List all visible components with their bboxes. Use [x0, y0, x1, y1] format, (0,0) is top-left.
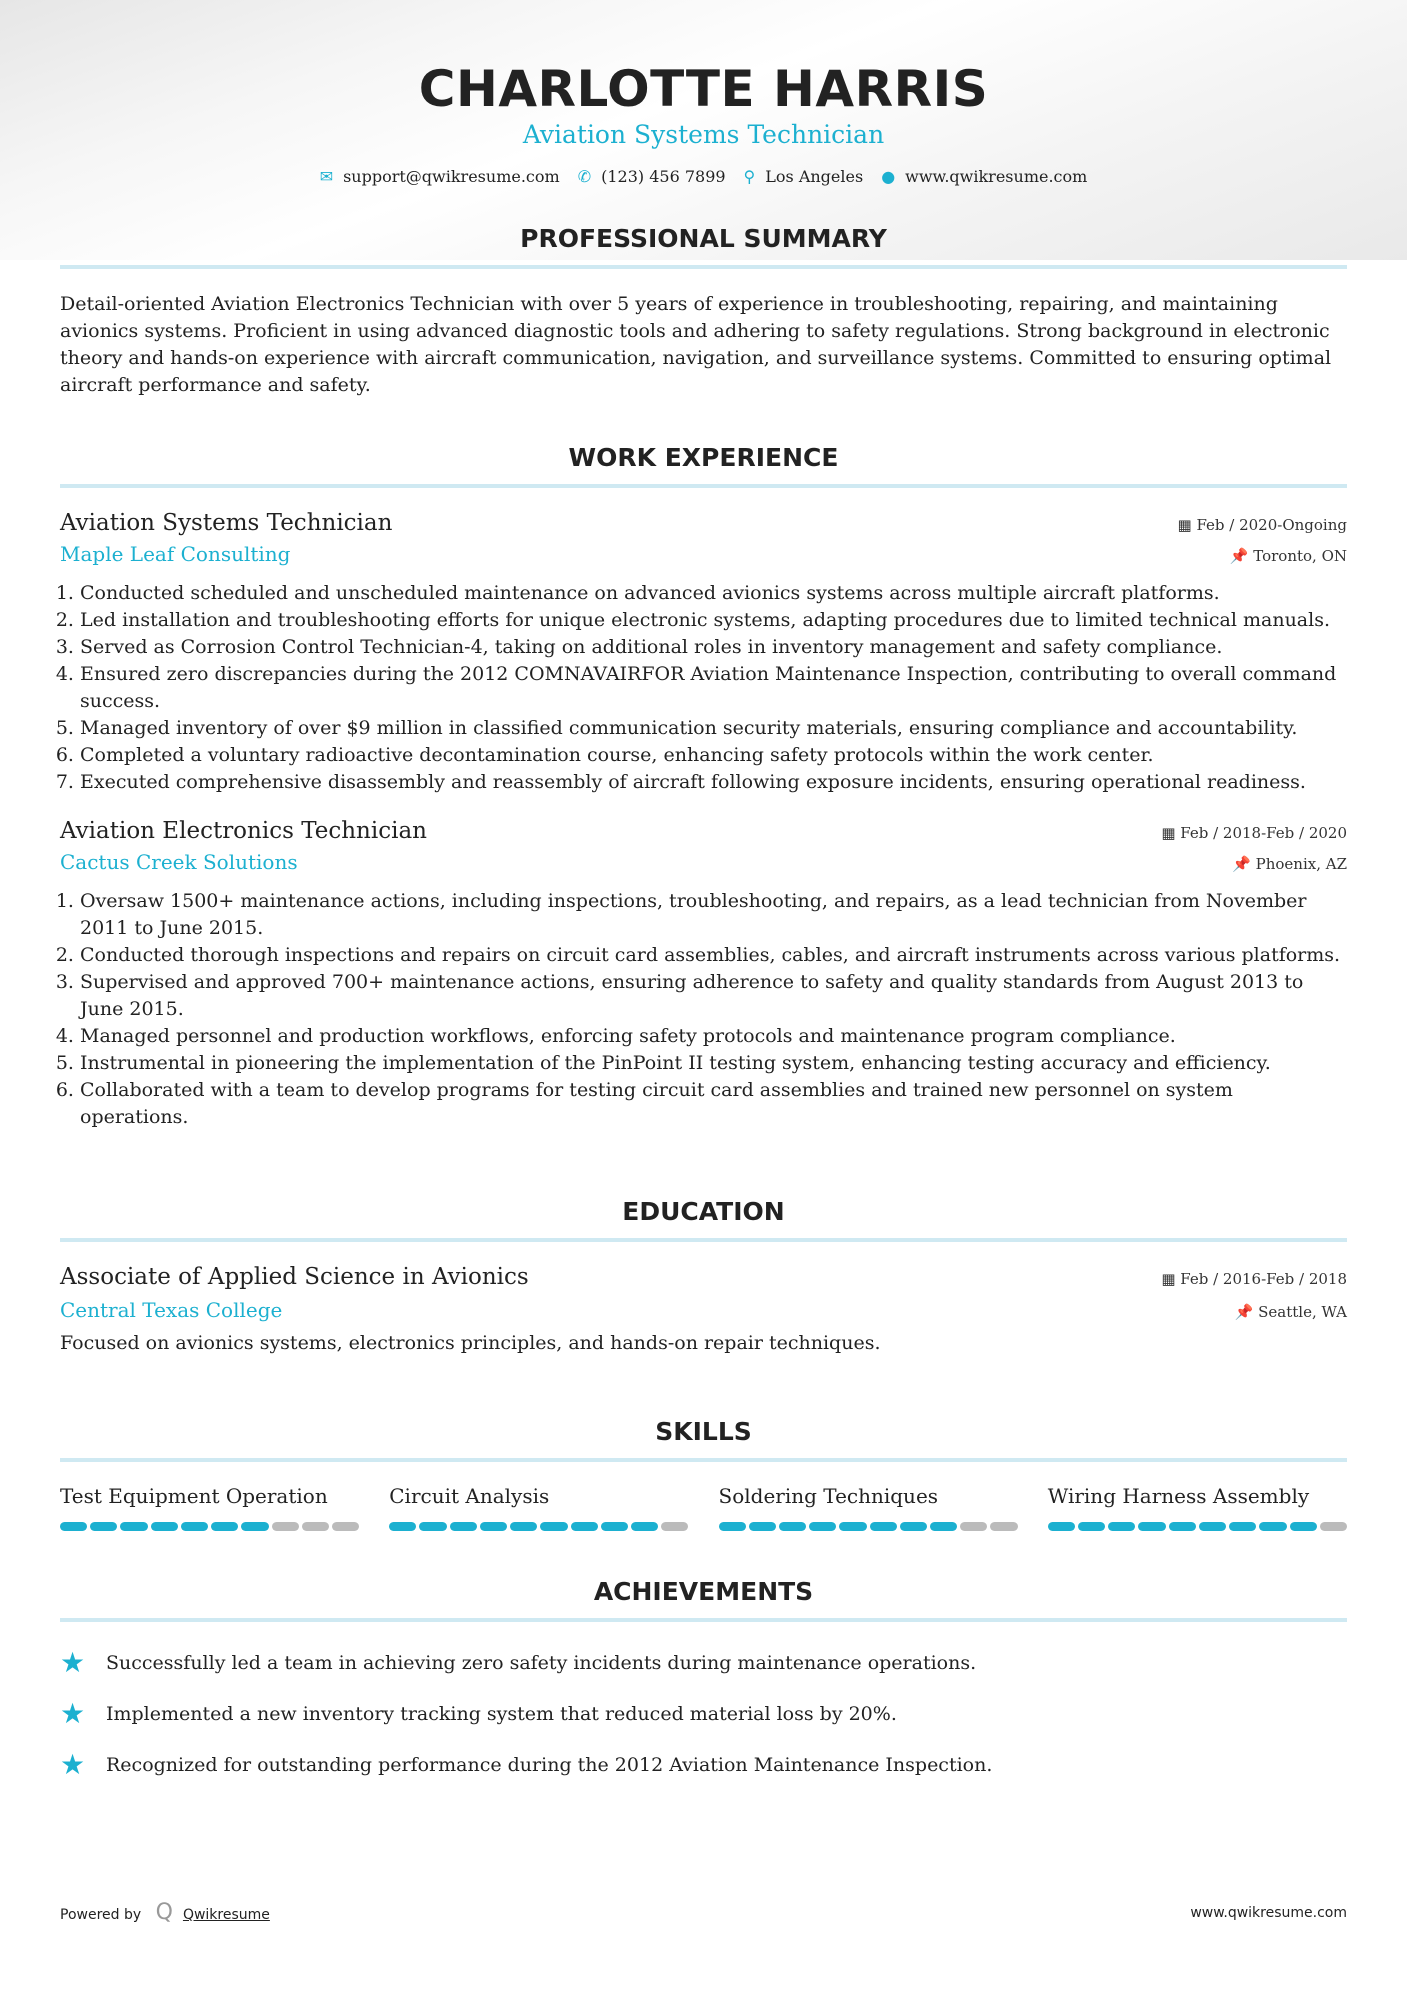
- job-bullet: 2. Led installation and troubleshooting efforts for unique electronic systems, adapting procedures due to limited technical manuals.: [80, 607, 1347, 634]
- powered-by: Powered by: [60, 1907, 142, 1923]
- skill-level-segment: [181, 1522, 208, 1531]
- section-heading-work: WORK EXPERIENCE: [60, 443, 1347, 488]
- skill-level-segment: [120, 1522, 147, 1531]
- location: Los Angeles: [765, 167, 864, 186]
- job-bullet: 7. Executed comprehensive disassembly and reassembly of aircraft following exposure incidents, ensuring operational readiness.: [80, 769, 1347, 796]
- job-bullet: 6. Collaborated with a team to develop programs for testing circuit card assemblies and trained new personnel on system operations.: [80, 1077, 1347, 1131]
- job-bullet: 4. Ensured zero discrepancies during the 2012 COMNAVAIRFOR Aviation Maintenance Inspection, contributing to overall command success.: [80, 661, 1347, 715]
- brand-link[interactable]: Qwikresume: [182, 1907, 270, 1923]
- job-date: Feb / 2018-Feb / 2020: [1180, 824, 1347, 842]
- skill-bar: [719, 1522, 1018, 1531]
- globe-icon: ●: [881, 167, 896, 186]
- achievement-item: [60, 1646, 1347, 1679]
- skill-level-segment: [1169, 1522, 1196, 1531]
- skill-bar: [1048, 1522, 1347, 1531]
- skill-name: Wiring Harness Assembly: [1047, 1484, 1310, 1508]
- skill-level-segment: [1078, 1522, 1105, 1531]
- achievement-text: Successfully led a team in achieving zero safety incidents during maintenance operations.: [106, 1651, 977, 1674]
- job-location: Toronto, ON: [1253, 547, 1347, 565]
- section-heading-summary: PROFESSIONAL SUMMARY: [60, 224, 1347, 269]
- candidate-name: CHARLOTTE HARRIS: [418, 60, 989, 118]
- skill-name: Test Equipment Operation: [60, 1484, 328, 1508]
- skill-level-segment: [990, 1522, 1017, 1531]
- skill-level-segment: [719, 1522, 746, 1531]
- skill-level-segment: [1199, 1522, 1226, 1531]
- job-position: Aviation Systems Technician: [60, 510, 393, 536]
- skill-name: Circuit Analysis: [389, 1484, 550, 1508]
- skill-level-segment: [1290, 1522, 1317, 1531]
- job-bullet: 3. Served as Corrosion Control Technician-4, taking on additional roles in inventory management and safety compliance.: [80, 634, 1347, 661]
- skill-bar: [60, 1522, 359, 1531]
- phone-icon: ✆: [577, 167, 592, 186]
- skill-name: Soldering Techniques: [718, 1484, 939, 1508]
- job-bullet: 5. Managed inventory of over $9 million in classified communication security materials, ensuring compliance and accountability.: [80, 715, 1347, 742]
- job-bullet: 6. Completed a voluntary radioactive decontamination course, enhancing safety protocols within the work center.: [80, 742, 1347, 769]
- skill-level-segment: [900, 1522, 927, 1531]
- company: Maple Leaf Consulting: [60, 542, 291, 566]
- job-bullet: 5. Instrumental in pioneering the implementation of the PinPoint II testing system, enhancing testing accuracy and efficiency.: [80, 1050, 1347, 1077]
- skill-level-segment: [211, 1522, 238, 1531]
- skill-level-segment: [1108, 1522, 1135, 1531]
- qwikresume-logo-icon: Q: [155, 1900, 173, 1925]
- skill-level-segment: [1138, 1522, 1165, 1531]
- job-entry: [60, 818, 1347, 1131]
- job-location: Phoenix, AZ: [1255, 855, 1347, 873]
- job-bullet: 2. Conducted thorough inspections and repairs on circuit card assemblies, cables, and aircraft instruments across various platforms.: [80, 942, 1347, 969]
- skill-bar: [389, 1522, 688, 1531]
- skill-level-segment: [272, 1522, 299, 1531]
- education-entry: [60, 1264, 1347, 1357]
- job-entry: [60, 510, 1347, 796]
- skill-level-segment: [332, 1522, 359, 1531]
- job-bullet: 4. Managed personnel and production workflows, enforcing safety protocols and maintenance program compliance.: [80, 1023, 1347, 1050]
- skill-level-segment: [450, 1522, 477, 1531]
- skill-level-segment: [779, 1522, 806, 1531]
- pin-icon: 📌: [1232, 855, 1256, 873]
- skill-level-segment: [1229, 1522, 1256, 1531]
- achievement-item: [60, 1697, 1347, 1730]
- skill-level-segment: [241, 1522, 268, 1531]
- skill-level-segment: [1320, 1522, 1347, 1531]
- skill-item: [60, 1484, 359, 1531]
- skill-level-segment: [480, 1522, 507, 1531]
- skill-level-segment: [839, 1522, 866, 1531]
- skill-level-segment: [870, 1522, 897, 1531]
- skill-level-segment: [930, 1522, 957, 1531]
- job-bullet: 1. Conducted scheduled and unscheduled maintenance on advanced avionics systems across multiple aircraft platforms.: [80, 580, 1347, 607]
- education-date: Feb / 2016-Feb / 2018: [1180, 1270, 1347, 1288]
- job-title: Aviation Systems Technician: [522, 120, 885, 149]
- skill-level-segment: [960, 1522, 987, 1531]
- skill-level-segment: [302, 1522, 329, 1531]
- skill-level-segment: [631, 1522, 658, 1531]
- job-bullets: [60, 580, 1347, 796]
- star-icon: ★: [60, 1748, 86, 1781]
- phone: (123) 456 7899: [601, 167, 726, 186]
- section-heading-education: EDUCATION: [60, 1197, 1347, 1242]
- skill-item: [389, 1484, 688, 1531]
- pin-icon: 📌: [1229, 547, 1254, 565]
- school: Central Texas College: [60, 1298, 283, 1322]
- calendar-icon: ▦: [1177, 516, 1197, 534]
- calendar-icon: ▦: [1161, 824, 1181, 842]
- job-position: Aviation Electronics Technician: [60, 818, 427, 844]
- achievement-text: Implemented a new inventory tracking system that reduced material loss by 20%.: [106, 1702, 897, 1725]
- website[interactable]: www.qwikresume.com: [905, 167, 1088, 186]
- skill-level-segment: [1048, 1522, 1075, 1531]
- job-date: Feb / 2020-Ongoing: [1196, 516, 1347, 534]
- degree: Associate of Applied Science in Avionics: [60, 1264, 529, 1290]
- contact-bar: [60, 167, 1347, 186]
- education-location: Seattle, WA: [1258, 1303, 1347, 1321]
- skill-level-segment: [601, 1522, 628, 1531]
- job-bullet: 1. Oversaw 1500+ maintenance actions, including inspections, troubleshooting, and repairs, as a lead technician from November 2011 to June 2015.: [80, 888, 1347, 942]
- skill-level-segment: [510, 1522, 537, 1531]
- star-icon: ★: [60, 1697, 86, 1730]
- map-pin-icon: ⚲: [743, 167, 756, 186]
- skill-level-segment: [419, 1522, 446, 1531]
- section-heading-achievements: ACHIEVEMENTS: [60, 1577, 1347, 1622]
- section-heading-skills: SKILLS: [60, 1417, 1347, 1462]
- skill-level-segment: [571, 1522, 598, 1531]
- pin-icon: 📌: [1234, 1303, 1259, 1321]
- skill-level-segment: [661, 1522, 688, 1531]
- summary-text: Detail-oriented Aviation Electronics Technician with over 5 years of experience in troubleshooting, repairing, and maintaining avionics systems. Proficient in using advanced diagnostic tools and adhering to safety regulations. Strong background in electronic theory and hands-on experience with aircraft communication, navigation, and surveillance systems. Committed to ensuring optimal aircraft performance and safety.: [60, 293, 1332, 396]
- skill-item: [1048, 1484, 1347, 1531]
- achievement-text: Recognized for outstanding performance during the 2012 Aviation Maintenance Inspection.: [106, 1753, 993, 1776]
- skill-level-segment: [389, 1522, 416, 1531]
- skill-level-segment: [151, 1522, 178, 1531]
- email[interactable]: support@qwikresume.com: [343, 167, 560, 186]
- calendar-icon: ▦: [1161, 1270, 1181, 1288]
- job-bullet: 3. Supervised and approved 700+ maintenance actions, ensuring adherence to safety and quality standards from August 2013 to June 2015.: [80, 969, 1347, 1023]
- skill-level-segment: [809, 1522, 836, 1531]
- footer-website[interactable]: www.qwikresume.com: [1190, 1904, 1347, 1921]
- skill-item: [719, 1484, 1018, 1531]
- star-icon: ★: [60, 1646, 86, 1679]
- envelope-icon: ✉: [319, 167, 334, 186]
- achievement-item: [60, 1748, 1347, 1781]
- skill-level-segment: [1259, 1522, 1286, 1531]
- skill-level-segment: [540, 1522, 567, 1531]
- skill-level-segment: [90, 1522, 117, 1531]
- company: Cactus Creek Solutions: [60, 850, 298, 874]
- job-bullets: [60, 888, 1347, 1131]
- footer: [60, 1900, 1347, 1925]
- skill-level-segment: [749, 1522, 776, 1531]
- skill-level-segment: [60, 1522, 87, 1531]
- education-description: Focused on avionics systems, electronics principles, and hands-on repair techniques.: [60, 1332, 881, 1354]
